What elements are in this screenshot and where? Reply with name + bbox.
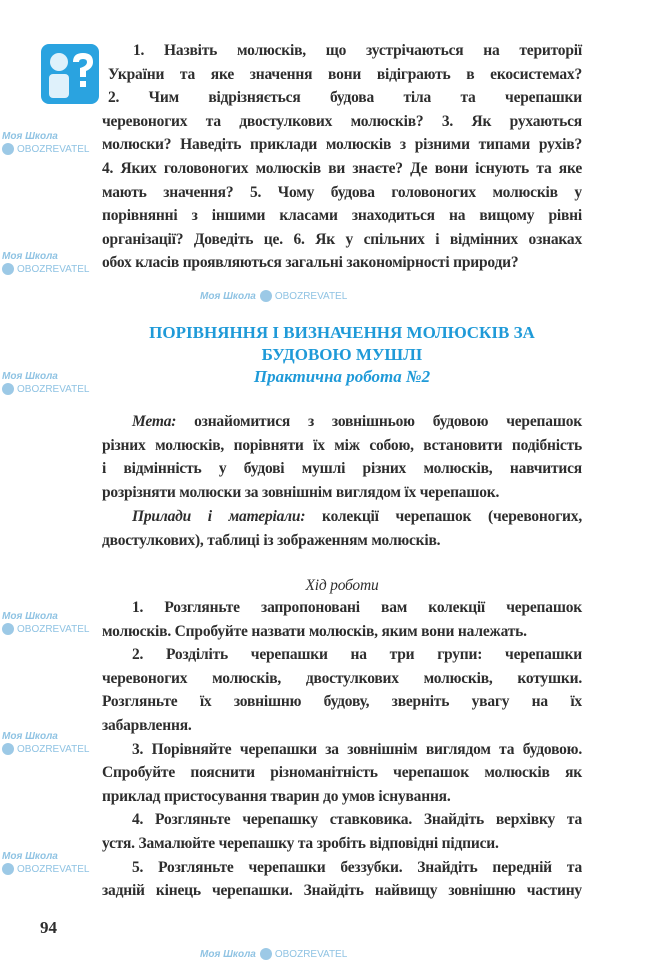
watermark-brand-2: OBOZREVATEL [274, 949, 348, 960]
text-line: черевоногих молюсків, двостулкових молюсків, котушки. [102, 669, 582, 687]
watermark-logo-icon [2, 623, 14, 635]
procedure-title: Хід роботи [305, 577, 379, 594]
paragraph-text: колекції черепашок (черевоногих, [322, 508, 583, 525]
watermark-brand: Моя Школа [200, 291, 256, 302]
watermark-brand: Моя Школа [2, 851, 58, 862]
watermark-logo-icon [2, 743, 14, 755]
text-line: 4. Розгляньте черепашку ставковика. Знайдіть верхівку та [132, 811, 582, 829]
question-icon [41, 44, 99, 104]
watermark-logo-icon [260, 290, 272, 302]
watermark-logo-icon [2, 863, 14, 875]
watermark-brand-2: OBOZREVATEL [17, 264, 90, 275]
watermark-brand-2: OBOZREVATEL [274, 291, 348, 302]
watermark [2, 130, 94, 156]
watermark-logo-icon [260, 948, 272, 960]
text-line: 1. Розгляньте запропоновані вам колекції черепашок [132, 599, 582, 616]
watermark-brand: Моя Школа [2, 251, 58, 262]
text-line: молюсків. Спробуйте назвати молюсків, яким вони належать. [102, 622, 527, 640]
text-line: двостулкових), таблиці із зображенням молюсків. [102, 531, 441, 549]
text-line: Спробуйте пояснити різноманітність черепашок молюсків як [102, 764, 582, 782]
text-line: різних молюсків, порівняти їх між собою, встановити подібність [102, 436, 582, 454]
text-line: 4. Яких головоногих молюсків ви знаєте? Де вони існують та яке [102, 159, 582, 177]
heading-line-2: БУДОВОЮ МУШЛІ [261, 345, 423, 364]
text-line: 1. Назвіть молюсків, що зустрічаються на території [133, 42, 582, 59]
section-heading [102, 322, 582, 388]
text-line: мають значення? 5. Чому будова головоногих молюсків у [102, 183, 582, 201]
watermark-brand: Моя Школа [2, 611, 58, 622]
watermark-brand: Моя Школа [2, 131, 58, 142]
watermark-brand-2: OBOZREVATEL [17, 384, 90, 395]
text-line: черевоногих та двостулкових молюсків? 3. Як рухаються [102, 112, 582, 130]
heading-line-1: ПОРІВНЯННЯ І ВИЗНАЧЕННЯ МОЛЮСКІВ ЗА [149, 323, 535, 342]
watermark-logo-icon [2, 383, 14, 395]
watermark [200, 290, 347, 303]
text-line: 3. Порівняйте черепашки за зовнішнім виглядом та будовою. [132, 740, 582, 758]
watermark [2, 250, 94, 276]
text-line: 5. Розгляньте черепашки беззубки. Знайдіть передній та [132, 858, 582, 876]
watermark-logo-icon [2, 143, 14, 155]
text-line: 2. Розділіть черепашки на три групи: черепашки [132, 646, 582, 664]
text-line [102, 410, 582, 434]
text-line: задній кінець черепашки. Знайдіть найвищу зовнішню частину [102, 882, 582, 900]
watermark [2, 370, 94, 396]
page-number: 94 [40, 918, 57, 937]
procedure-steps [102, 596, 582, 903]
text-line: розрізняти молюски за зовнішнім виглядом їх черепашок. [102, 483, 500, 501]
text-line: Розгляньте їх зовнішню будову, зверніть увагу на їх [102, 693, 582, 711]
text-line: устя. Замалюйте черепашку та зробіть відповідні підписи. [102, 834, 499, 852]
text-line: обох класів проявляються загальні закономірності природи? [102, 254, 519, 272]
watermark [2, 730, 94, 756]
watermark-brand-2: OBOZREVATEL [17, 624, 90, 635]
watermark [2, 850, 94, 876]
text-line: 2. Чим відрізняється будова тіла та черепашки [108, 89, 582, 107]
practical-work-subtitle: Практична робота №2 [253, 367, 431, 386]
text-line: порівнянні з іншими класами знаходиться на вищому рівні [102, 207, 582, 225]
text-line: забарвлення. [102, 716, 192, 734]
goal-paragraph [102, 410, 582, 504]
watermark-brand: Моя Школа [200, 949, 256, 960]
watermark [200, 948, 347, 961]
watermark-brand-2: OBOZREVATEL [17, 744, 90, 755]
paragraph-text: ознайомитися з зовнішньою будовою черепашок [194, 413, 582, 430]
text-line: молюски? Наведіть приклади молюсків з різними типами рухів? [102, 136, 582, 154]
watermark [2, 610, 94, 636]
watermark-brand: Моя Школа [2, 731, 58, 742]
paragraph-label: Мета: [132, 413, 177, 430]
paragraph-label: Прилади і матеріали: [132, 508, 306, 525]
review-questions [102, 39, 582, 275]
text-line: приклад пристосування тварин до умов існування. [102, 787, 451, 805]
watermark-brand-2: OBOZREVATEL [17, 144, 90, 155]
watermark-brand: Моя Школа [2, 371, 58, 382]
watermark-brand-2: OBOZREVATEL [17, 864, 90, 875]
materials-paragraph [102, 505, 582, 552]
text-line: організації? Доведіть це. 6. Як у спільних і відмінних ознаках [102, 230, 582, 248]
watermark-logo-icon [2, 263, 14, 275]
text-line [102, 505, 582, 529]
procedure-title-wrap [102, 574, 582, 598]
text-line: і відмінність у будові мушлі різних молюсків, навчитися [102, 460, 582, 478]
text-line: України та яке значення вони відіграють в екосистемах? [108, 65, 582, 83]
